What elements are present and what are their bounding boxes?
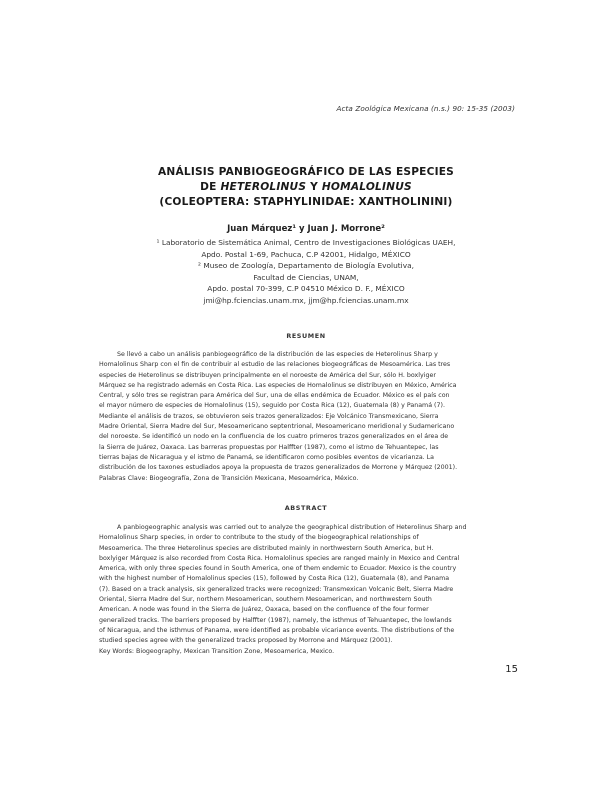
affiliation-line: Apdo. postal 70-399, C.P 04510 México D. F., MÉXICO <box>207 284 405 293</box>
resumen-line: el mayor número de especies de Homalolinus (15), seguido por Costa Rica (12), Guatemala (8) y Panamá (7). <box>99 402 445 410</box>
affiliations <box>100 237 512 306</box>
abstract-text <box>99 523 517 657</box>
title-line-1: ANÁLISIS PANBIOGEOGRÁFICO DE LAS ESPECIES <box>158 166 454 178</box>
authors: Juan Márquez¹ y Juan J. Morrone² <box>227 224 385 234</box>
title-prefix: DE <box>200 181 221 193</box>
affiliation-line: ² Museo de Zoología, Departamento de Biología Evolutiva, <box>198 261 414 270</box>
abstract-line: America, with only three species found in South America, one of them endemic to Ecuador. Mexico is the country <box>99 565 457 573</box>
paper-title <box>100 165 512 210</box>
resumen-line: Márquez se ha registrado además en Costa Rica. Las especies de Homalolinus se distribuyen en México, América <box>99 381 457 389</box>
title-line-2 <box>100 180 512 195</box>
abstract-line: Homalolinus Sharp species, in order to contribute to the study of the biogeographical relationships of <box>99 534 419 542</box>
abstract-keywords: Key Words: Biogeography, Mexican Transition Zone, Mesoamerica, Mexico. <box>99 647 335 655</box>
resumen-line: Madre Oriental, Sierra Madre del Sur, Mesoamericano septentrional, Mesoamericano meridional y Sudamericano <box>99 423 455 431</box>
resumen-text <box>99 350 517 484</box>
genus-homalolinus: HOMALOLINUS <box>321 181 412 193</box>
abstract-line: (7). Based on a track analysis, six generalized tracks were recognized: Transmexican Volcanic Belt, Sierra Madre <box>99 585 454 593</box>
resumen-line: Homalolinus Sharp con el fin de contribuir al estudio de las relaciones biogeográficas de Mesoamérica. Las tres <box>99 361 451 369</box>
abstract-line: Mesoamerica. The three Heterolinus species are distributed mainly in northwestern South America, but H. <box>99 544 434 552</box>
abstract-line: with the highest number of Homalolinus species (15), followed by Costa Rica (12), Guatemala (8), and Panama <box>99 575 450 583</box>
resumen-keywords: Palabras Clave: Biogeografía, Zona de Transición Mexicana, Mesoamérica, México. <box>99 474 359 482</box>
journal-citation: Acta Zoológica Mexicana (n.s.) 90: 15-35 (2003) <box>336 104 515 113</box>
abstract-line: generalized tracks. The barriers proposed by Halffter (1987), namely, the isthmus of Tehuantepec, the lowlands <box>99 616 452 624</box>
abstract-line: Oriental, Sierra Madre del Sur, northern Mesoamerican, southern Mesoamerican, and northwestern South <box>99 596 432 604</box>
abstract-line: studied species agree with the generalized tracks proposed by Morrone and Márquez (2001). <box>99 637 393 645</box>
affiliation-line: ¹ Laboratorio de Sistemática Animal, Centro de Investigaciones Biológicas UAEH, <box>156 238 456 247</box>
resumen-line: especies de Heterolinus se distribuyen principalmente en el noroeste de América del Sur, sólo H. boxlyiger <box>99 371 436 379</box>
resumen-line: distribución de los taxones estudiados apoya la propuesta de trazos generalizados de Morrone y Márquez (2001). <box>99 464 458 472</box>
abstract-line: American. A node was found in the Sierra de Juárez, Oaxaca, based on the confluence of the four former <box>99 606 429 614</box>
genus-heterolinus: HETEROLINUS <box>220 181 307 193</box>
title-conjunction: Y <box>306 181 322 193</box>
abstract-heading: ABSTRACT <box>284 504 328 512</box>
abstract-line: boxlyiger Márquez is also recorded from Costa Rica. Homalolinus species are ranged mainly in Mexico and Central <box>99 554 460 562</box>
email-line: jmi@hp.fciencias.unam.mx, jjm@hp.fciencias.unam.mx <box>203 295 409 305</box>
abstract-line: A panbiogeographic analysis was carried out to analyze the geographical distribution of Heterolinus Sharp and <box>117 524 467 531</box>
resumen-line: Central, y sólo tres se registran para América del Sur, una de ellas endémica de Ecuador. México es el país con <box>99 392 450 400</box>
resumen-line: del noroeste. Se identificó un nodo en la confluencia de los cuatro primeros trazos generalizados en el área de <box>99 433 449 441</box>
resumen-line: Mediante el análisis de trazos, se obtuvieron seis trazos generalizados: Eje Volcánico Transmexicano, Sierra <box>99 412 439 420</box>
page-number: 15 <box>505 664 518 675</box>
resumen-line: la Sierra de Juárez, Oaxaca. Las barreras propuestas por Halffter (1987), como el istmo de Tehuantepec, las <box>99 443 439 451</box>
resumen-line: tierras bajas de Nicaragua y el istmo de Panamá, se identificaron como posibles eventos de vicarianza. La <box>99 453 435 461</box>
affiliation-line: Apdo. Postal 1-69, Pachuca, C.P 42001, Hidalgo, MÉXICO <box>201 249 411 259</box>
affiliation-line: Facultad de Ciencias, UNAM, <box>253 272 359 282</box>
resumen-line: Se llevó a cabo un análisis panbiogeográfico de la distribución de las especies de Heterolinus Sharp y <box>117 351 438 358</box>
resumen-heading: RESUMEN <box>286 332 326 340</box>
abstract-line: of Nicaragua, and the isthmus of Panama, were identified as probable vicariance events. The distributions of the <box>99 626 455 634</box>
title-line-3: (COLEOPTERA: STAPHYLINIDAE: XANTHOLININI) <box>159 196 453 208</box>
